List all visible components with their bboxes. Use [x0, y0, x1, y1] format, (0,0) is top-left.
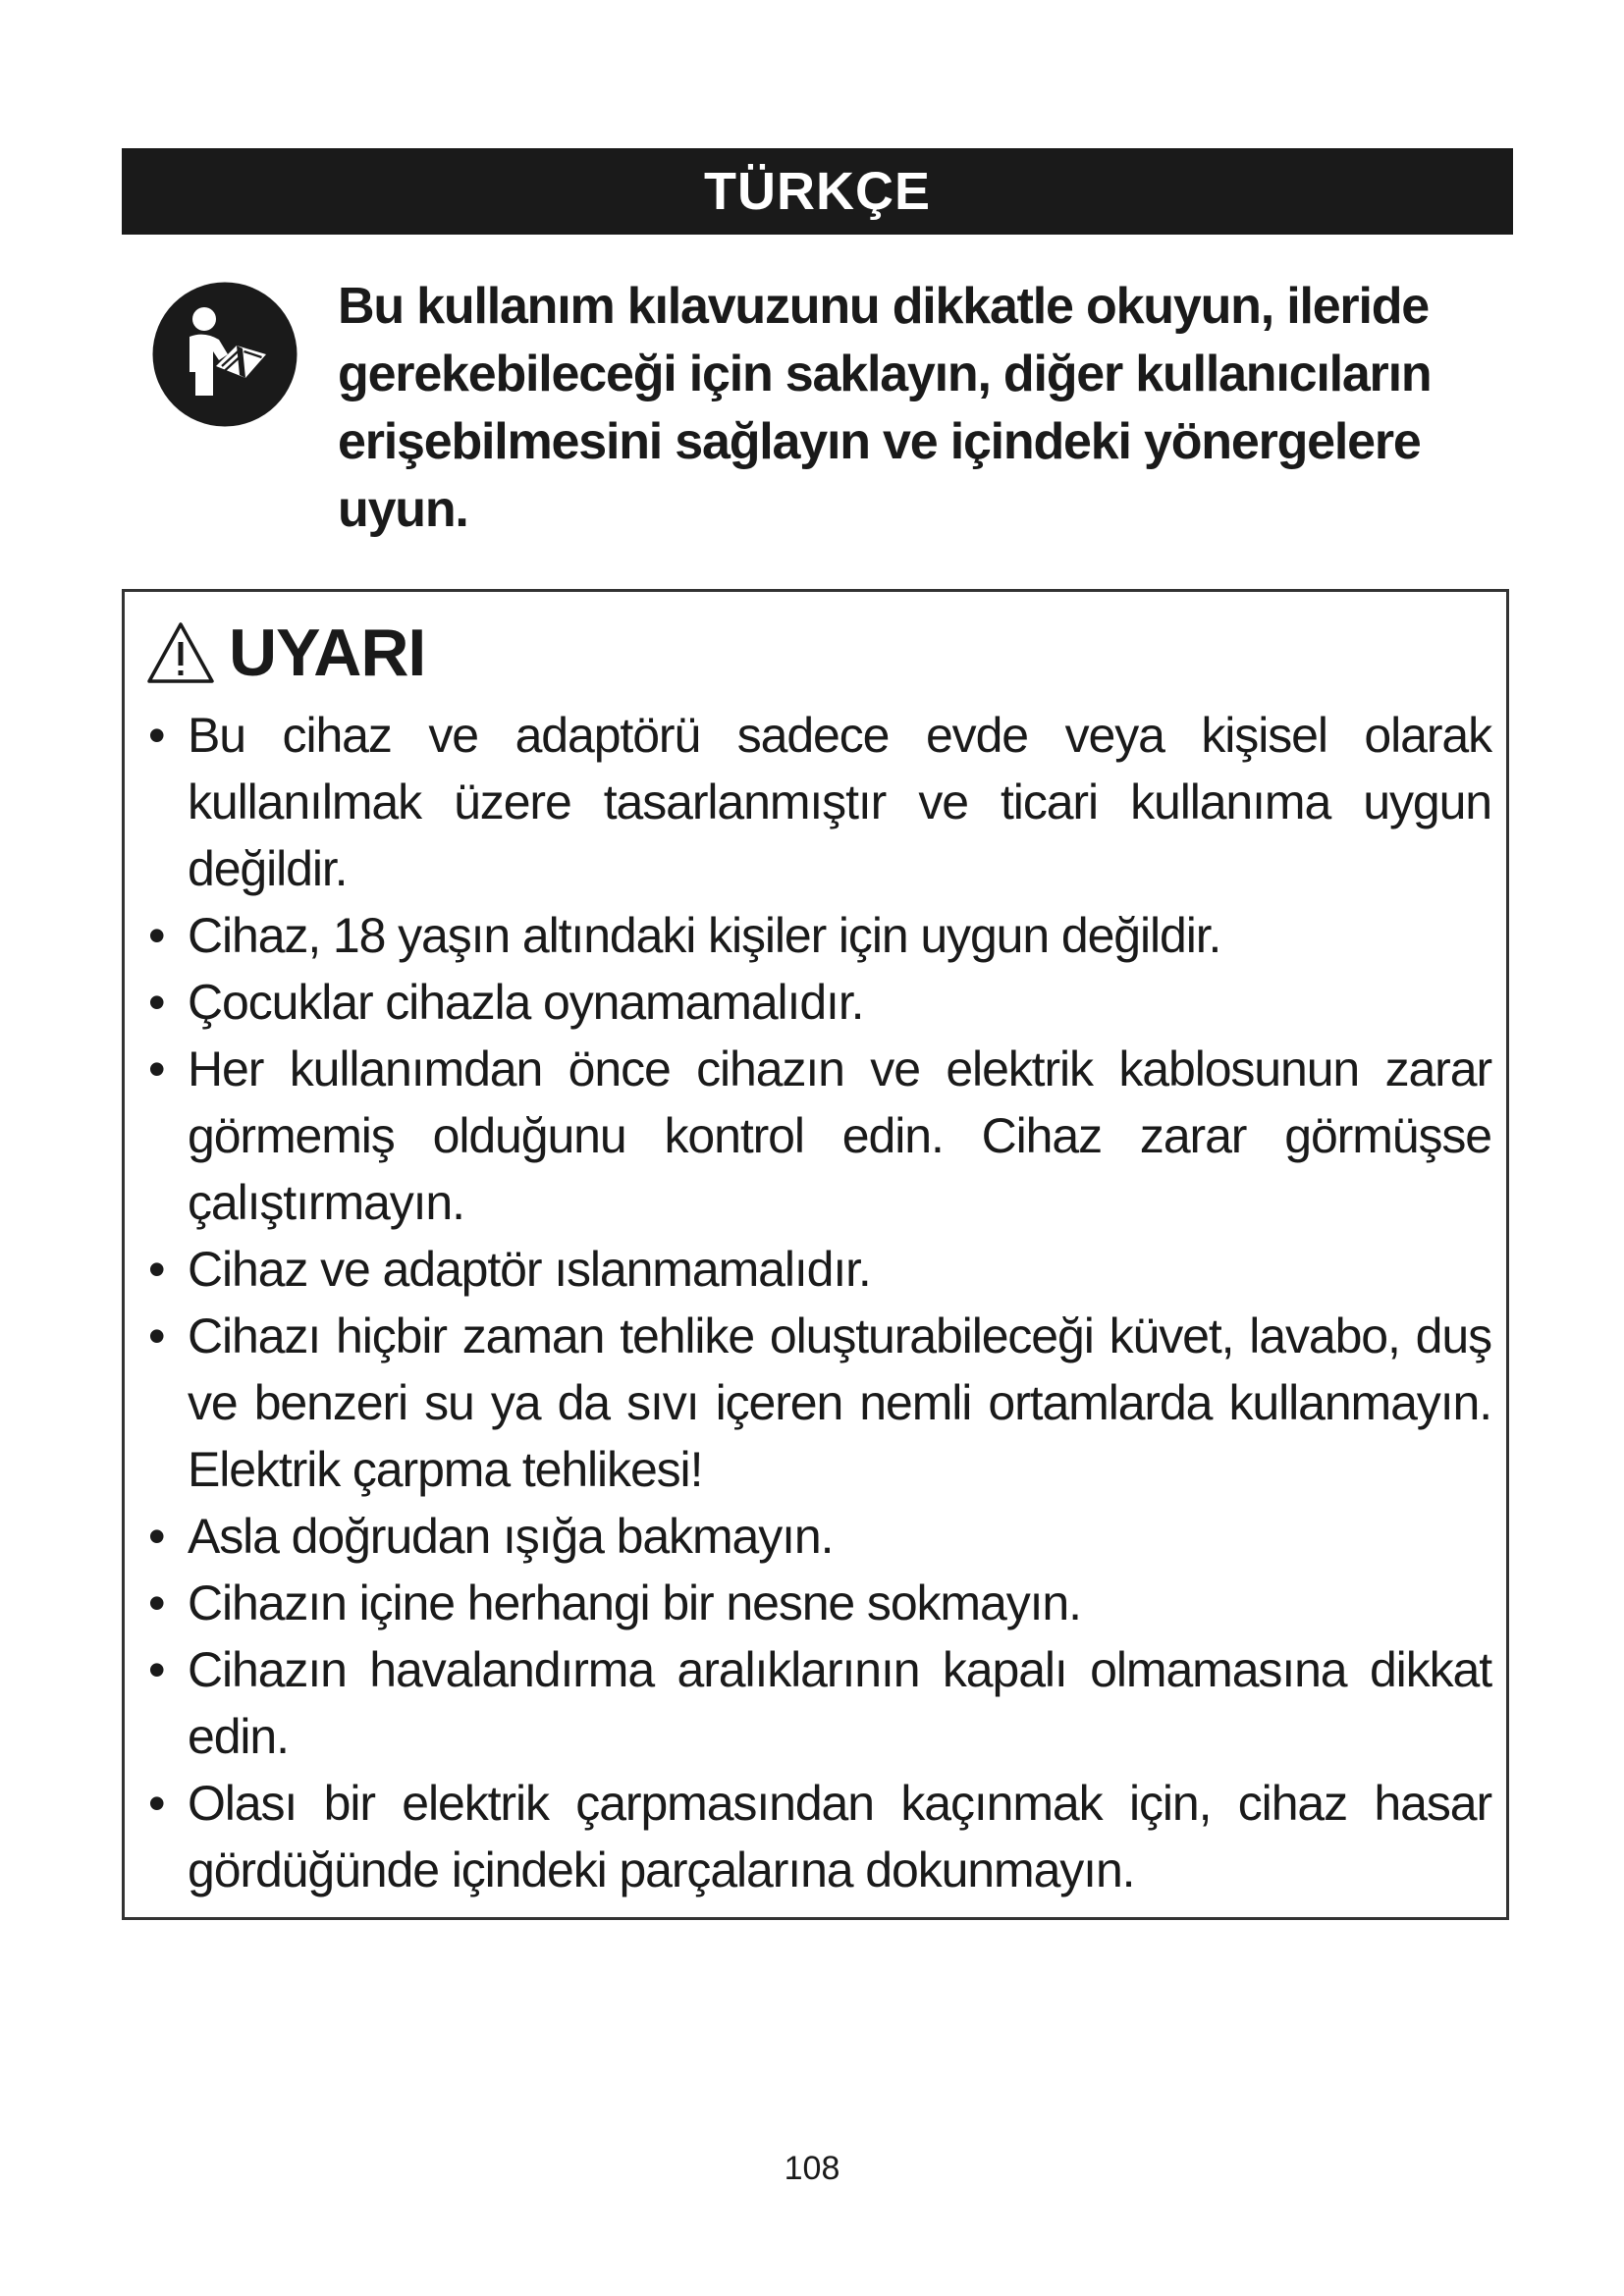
warning-item — [144, 1236, 1491, 1303]
warning-item-text: Çocuklar cihazla oynamamalıdır. — [188, 975, 864, 1030]
bullet: • — [148, 1642, 165, 1697]
warning-item-text: Asla doğrudan ışığa bakmayın. — [188, 1509, 834, 1564]
bullet: • — [148, 975, 165, 1030]
warning-item-text: Bu cihaz ve adaptörü sadece evde veya kişisel olarak kullanılmak üzere tasarlanmıştır ve ticari kullanıma uygun değildir. — [188, 708, 1491, 896]
bullet: • — [148, 1041, 165, 1096]
warning-item — [144, 1303, 1491, 1503]
warning-item-text: Cihaz, 18 yaşın altındaki kişiler için uygun değildir. — [188, 908, 1221, 963]
warning-item-text: Cihaz ve adaptör ıslanmamalıdır. — [188, 1242, 871, 1297]
warning-item — [144, 969, 1491, 1036]
warning-item — [144, 1636, 1491, 1770]
warning-box — [122, 589, 1509, 1920]
language-header-bar — [122, 148, 1513, 235]
warning-item — [144, 702, 1491, 902]
bullet: • — [148, 1776, 165, 1831]
bullet: • — [148, 1509, 165, 1564]
warning-triangle-icon — [146, 620, 215, 685]
warning-item-text: Olası bir elektrik çarpmasından kaçınmak için, cihaz hasar gördüğünde içindeki parçalarına dokunmayın. — [188, 1776, 1491, 1897]
intro-instruction-text: Bu kullanım kılavuzunu dikkatle okuyun, ileride gerekebileceği için saklayın, diğer kullanıcıların erişebilmesini sağlayın ve içindeki yönergelere uyun. — [338, 278, 1432, 538]
bullet: • — [148, 908, 165, 963]
warning-item — [144, 902, 1491, 969]
read-manual-icon — [151, 281, 298, 428]
warning-title: UYARI — [229, 615, 426, 690]
bullet: • — [148, 1242, 165, 1297]
warning-item-text: Cihazı hiçbir zaman tehlike oluşturabileceği küvet, lavabo, duş ve benzeri su ya da sıvı içeren nemli ortamlarda kullanmayın. Elektrik çarpma tehlikesi! — [188, 1308, 1491, 1497]
intro-section — [122, 273, 1513, 548]
bullet: • — [148, 1575, 165, 1630]
warning-item-text: Her kullanımdan önce cihazın ve elektrik kablosunun zarar görmemiş olduğunu kontrol edin. Cihaz zarar görmüşse çalıştırmayın. — [188, 1041, 1491, 1230]
warning-item — [144, 1036, 1491, 1236]
warning-list — [144, 702, 1491, 1903]
warning-heading — [146, 614, 425, 692]
warning-item — [144, 1770, 1491, 1903]
page-number: 108 — [784, 2150, 840, 2187]
warning-item — [144, 1570, 1491, 1636]
warning-item-text: Cihazın içine herhangi bir nesne sokmayın. — [188, 1575, 1081, 1630]
bullet: • — [148, 1308, 165, 1363]
language-title: TÜRKÇE — [704, 162, 931, 221]
bullet: • — [148, 708, 165, 763]
warning-item — [144, 1503, 1491, 1570]
warning-item-text: Cihazın havalandırma aralıklarının kapalı olmamasına dikkat edin. — [188, 1642, 1491, 1764]
